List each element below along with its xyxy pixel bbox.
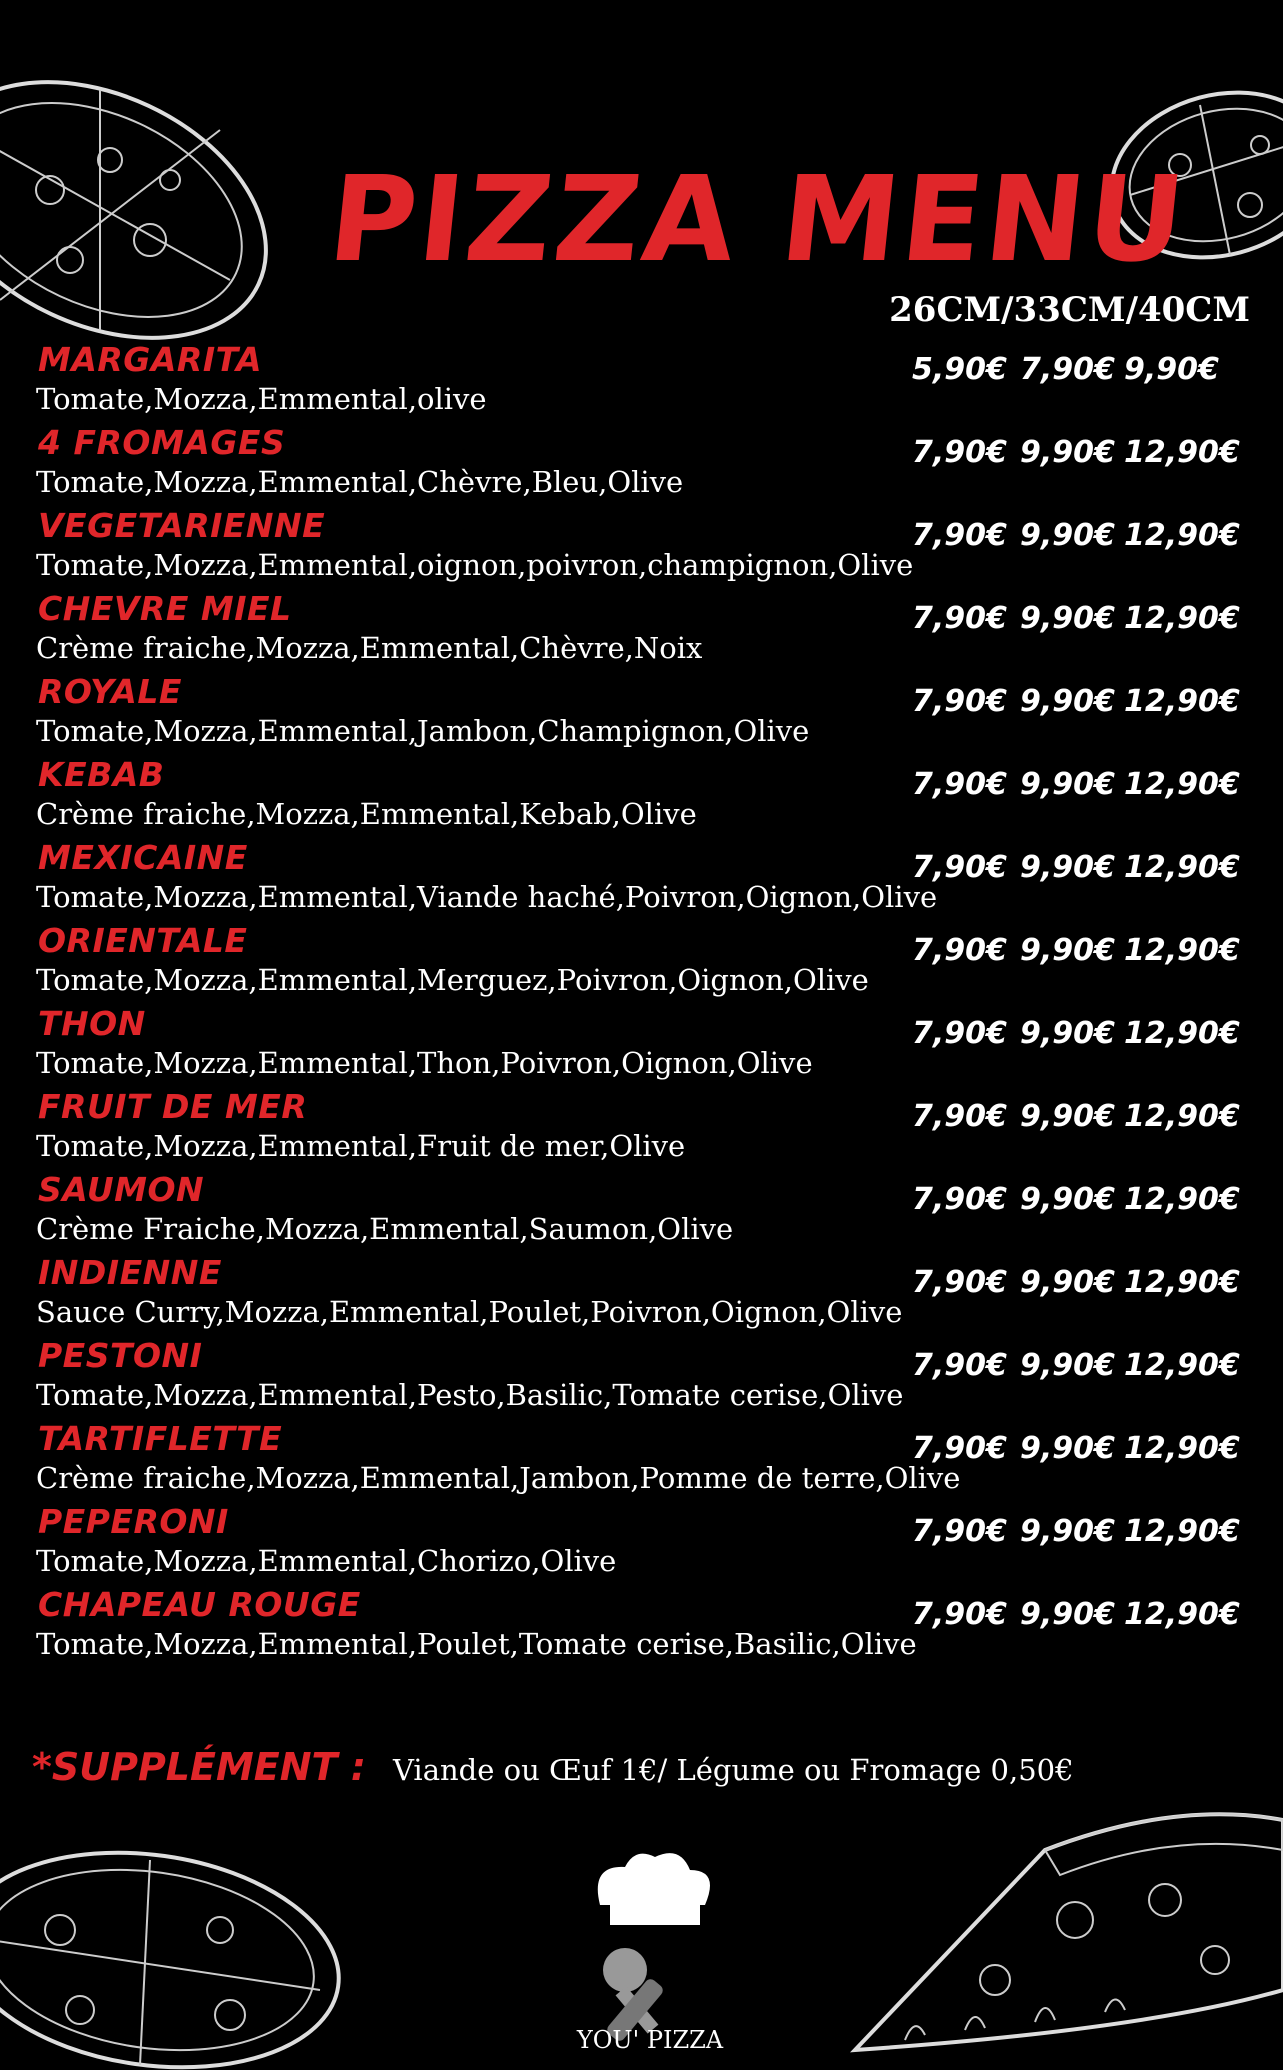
price-33cm: 9,90€ — [1020, 1348, 1115, 1383]
pizza-ingredients: Tomate,Mozza,Emmental,Viande haché,Poivron,Oignon,Olive — [36, 880, 938, 914]
pizza-ingredients: Tomate,Mozza,Emmental,Thon,Poivron,Oignon,Olive — [36, 1046, 813, 1080]
menu-item — [0, 423, 1283, 506]
brand-name: YOU' PIZZA — [576, 2026, 724, 2054]
price-26cm: 7,90€ — [912, 1597, 1007, 1632]
pizza-ingredients: Tomate,Mozza,Emmental,Jambon,Champignon,Olive — [36, 714, 810, 748]
price-26cm: 7,90€ — [912, 1514, 1007, 1549]
price-40cm: 12,90€ — [1124, 1182, 1240, 1217]
menu-item — [0, 1253, 1283, 1336]
pizza-name: PESTONI — [38, 1336, 203, 1375]
price-40cm: 12,90€ — [1124, 1016, 1240, 1051]
pizza-name: 4 FROMAGES — [38, 423, 286, 462]
pizza-name: MEXICAINE — [38, 838, 248, 877]
pizza-name: FRUIT DE MER — [38, 1087, 308, 1126]
price-33cm: 9,90€ — [1020, 767, 1115, 802]
pizza-ingredients: Crème Fraiche,Mozza,Emmental,Saumon,Olive — [36, 1212, 734, 1246]
price-40cm: 12,90€ — [1124, 1099, 1240, 1134]
pizza-menu-list — [0, 340, 1283, 1668]
price-40cm: 12,90€ — [1124, 1265, 1240, 1300]
price-26cm: 5,90€ — [912, 352, 1007, 387]
price-33cm: 9,90€ — [1020, 1514, 1115, 1549]
pizza-name: CHAPEAU ROUGE — [38, 1585, 361, 1624]
pizza-ingredients: Tomate,Mozza,Emmental,oignon,poivron,champignon,Olive — [36, 548, 914, 582]
pizza-name: PEPERONI — [38, 1502, 229, 1541]
menu-item — [0, 1170, 1283, 1253]
price-26cm: 7,90€ — [912, 1016, 1007, 1051]
price-33cm: 9,90€ — [1020, 1597, 1115, 1632]
price-33cm: 9,90€ — [1020, 1265, 1115, 1300]
pizza-ingredients: Tomate,Mozza,Emmental,Chèvre,Bleu,Olive — [36, 465, 684, 499]
menu-item — [0, 1087, 1283, 1170]
price-33cm: 9,90€ — [1020, 1182, 1115, 1217]
price-40cm: 12,90€ — [1124, 1431, 1240, 1466]
pizza-name: ROYALE — [38, 672, 182, 711]
menu-item — [0, 755, 1283, 838]
price-33cm: 9,90€ — [1020, 1431, 1115, 1466]
price-40cm: 9,90€ — [1124, 352, 1219, 387]
price-33cm: 9,90€ — [1020, 684, 1115, 719]
pizza-sketch-bottom-left-icon — [0, 1830, 360, 2070]
menu-item — [0, 1419, 1283, 1502]
menu-item — [0, 1336, 1283, 1419]
chef-hat-logo-icon — [570, 1845, 730, 2056]
pizza-ingredients: Tomate,Mozza,Emmental,Poulet,Tomate cerise,Basilic,Olive — [36, 1627, 917, 1661]
price-26cm: 7,90€ — [912, 518, 1007, 553]
price-33cm: 9,90€ — [1020, 601, 1115, 636]
pizza-name: CHEVRE MIEL — [38, 589, 292, 628]
pizza-ingredients: Crème fraiche,Mozza,Emmental,Jambon,Pomme de terre,Olive — [36, 1461, 961, 1495]
chef-hat-icon — [598, 1853, 710, 1925]
menu-item — [0, 921, 1283, 1004]
menu-item — [0, 506, 1283, 589]
price-40cm: 12,90€ — [1124, 435, 1240, 470]
menu-item — [0, 1004, 1283, 1087]
price-33cm: 9,90€ — [1020, 1099, 1115, 1134]
price-26cm: 7,90€ — [912, 1265, 1007, 1300]
price-26cm: 7,90€ — [912, 1099, 1007, 1134]
pizza-name: VEGETARIENNE — [38, 506, 326, 545]
price-26cm: 7,90€ — [912, 850, 1007, 885]
pizza-name: INDIENNE — [38, 1253, 222, 1292]
pizza-name: MARGARITA — [38, 340, 263, 379]
price-40cm: 12,90€ — [1124, 850, 1240, 885]
price-33cm: 9,90€ — [1020, 435, 1115, 470]
price-33cm: 9,90€ — [1020, 933, 1115, 968]
price-26cm: 7,90€ — [912, 767, 1007, 802]
pizza-ingredients: Tomate,Mozza,Emmental,Merguez,Poivron,Oignon,Olive — [36, 963, 869, 997]
price-26cm: 7,90€ — [912, 435, 1007, 470]
supplement-note — [32, 1745, 1074, 1789]
pizza-sketch-top-left-icon — [0, 70, 290, 340]
price-26cm: 7,90€ — [912, 1348, 1007, 1383]
menu-item — [0, 1585, 1283, 1668]
price-26cm: 7,90€ — [912, 933, 1007, 968]
price-40cm: 12,90€ — [1124, 767, 1240, 802]
page-title: PIZZA MENU — [322, 150, 1194, 288]
pizza-ingredients: Tomate,Mozza,Emmental,olive — [36, 382, 487, 416]
price-40cm: 12,90€ — [1124, 518, 1240, 553]
pizza-ingredients: Tomate,Mozza,Emmental,Chorizo,Olive — [36, 1544, 617, 1578]
menu-item — [0, 589, 1283, 672]
pizza-name: THON — [38, 1004, 146, 1043]
price-33cm: 9,90€ — [1020, 518, 1115, 553]
pizza-name: TARTIFLETTE — [38, 1419, 283, 1458]
price-33cm: 7,90€ — [1020, 352, 1115, 387]
pizza-name: KEBAB — [38, 755, 165, 794]
price-40cm: 12,90€ — [1124, 1514, 1240, 1549]
price-33cm: 9,90€ — [1020, 850, 1115, 885]
sizes-header: 26CM/33CM/40CM — [889, 290, 1250, 330]
pizza-ingredients: Sauce Curry,Mozza,Emmental,Poulet,Poivron,Oignon,Olive — [36, 1295, 903, 1329]
price-33cm: 9,90€ — [1020, 1016, 1115, 1051]
price-26cm: 7,90€ — [912, 601, 1007, 636]
price-26cm: 7,90€ — [912, 684, 1007, 719]
supplement-text: Viande ou Œuf 1€/ Légume ou Fromage 0,50€ — [393, 1753, 1074, 1787]
price-40cm: 12,90€ — [1124, 1348, 1240, 1383]
pizza-ingredients: Tomate,Mozza,Emmental,Pesto,Basilic,Tomate cerise,Olive — [36, 1378, 904, 1412]
menu-item — [0, 838, 1283, 921]
price-26cm: 7,90€ — [912, 1431, 1007, 1466]
menu-item — [0, 340, 1283, 423]
pizza-ingredients: Crème fraiche,Mozza,Emmental,Kebab,Olive — [36, 797, 697, 831]
price-40cm: 12,90€ — [1124, 1597, 1240, 1632]
pizza-name: SAUMON — [38, 1170, 205, 1209]
pizza-ingredients: Crème fraiche,Mozza,Emmental,Chèvre,Noix — [36, 631, 703, 665]
price-40cm: 12,90€ — [1124, 933, 1240, 968]
price-26cm: 7,90€ — [912, 1182, 1007, 1217]
pizza-name: ORIENTALE — [38, 921, 248, 960]
pizza-slice-sketch-bottom-right-icon — [845, 1790, 1283, 2056]
price-40cm: 12,90€ — [1124, 601, 1240, 636]
supplement-label: *SUPPLÉMENT : — [32, 1745, 366, 1789]
price-40cm: 12,90€ — [1124, 684, 1240, 719]
menu-item — [0, 1502, 1283, 1585]
pizza-ingredients: Tomate,Mozza,Emmental,Fruit de mer,Olive — [36, 1129, 686, 1163]
menu-item — [0, 672, 1283, 755]
